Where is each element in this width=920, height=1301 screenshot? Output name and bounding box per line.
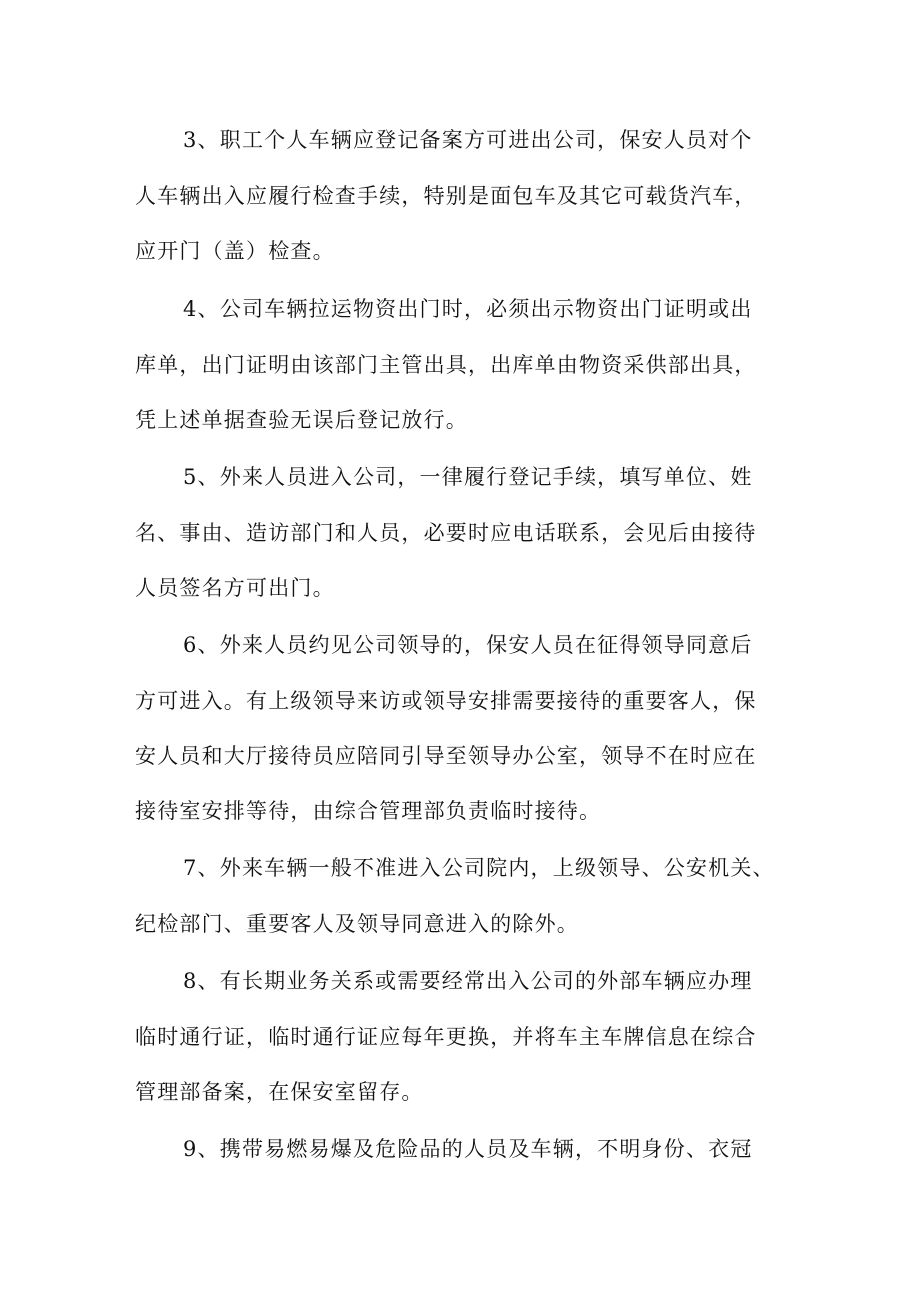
paragraph-6-line-4: 接待室安排等待，由综合管理部负责临时接待。 — [135, 799, 602, 823]
paragraph-3-line-3: 应开门（盖）检查。 — [135, 239, 335, 263]
paragraph-6-line-3: 安人员和大厅接待员应陪同引导至领导办公室，领导不在时应在 — [135, 744, 757, 768]
paragraph-8-line-3: 管理部备案，在保安室留存。 — [135, 1080, 424, 1104]
paragraph-7-line-2: 纪检部门、重要客人及领导同意进入的除外。 — [135, 912, 579, 936]
paragraph-4-line-3: 凭上述单据查验无误后登记放行。 — [135, 408, 468, 432]
paragraph-6-line-2: 方可进入。有上级领导来访或领导安排需要接待的重要客人，保 — [135, 689, 757, 713]
paragraph-5-line-3: 人员签名方可出门。 — [135, 576, 335, 600]
paragraph-8-line-1: 8、有长期业务关系或需要经常出入公司的外部车辆应办理 — [183, 969, 753, 993]
paragraph-8-line-2: 临时通行证，临时通行证应每年更换，并将车主车牌信息在综合 — [135, 1025, 757, 1049]
paragraph-9-line-1: 9、携带易燃易爆及危险品的人员及车辆，不明身份、衣冠 — [183, 1137, 753, 1161]
paragraph-7-line-1: 7、外来车辆一般不准进入公司院内，上级领导、公安机关、 — [183, 856, 775, 880]
paragraph-4-line-2: 库单，出门证明由该部门主管出具，出库单由物资采供部出具， — [135, 353, 757, 377]
paragraph-3-line-2: 人车辆出入应履行检查手续，特别是面包车及其它可载货汽车， — [135, 184, 757, 208]
paragraph-5-line-1: 5、外来人员进入公司，一律履行登记手续，填写单位、姓 — [183, 465, 753, 489]
paragraph-4-line-1: 4、公司车辆拉运物资出门时，必须出示物资出门证明或出 — [183, 297, 753, 321]
paragraph-3-line-1: 3、职工个人车辆应登记备案方可进出公司，保安人员对个 — [183, 128, 753, 152]
paragraph-5-line-2: 名、事由、造访部门和人员，必要时应电话联系，会见后由接待 — [135, 521, 757, 545]
paragraph-6-line-1: 6、外来人员约见公司领导的，保安人员在征得领导同意后 — [183, 633, 753, 657]
